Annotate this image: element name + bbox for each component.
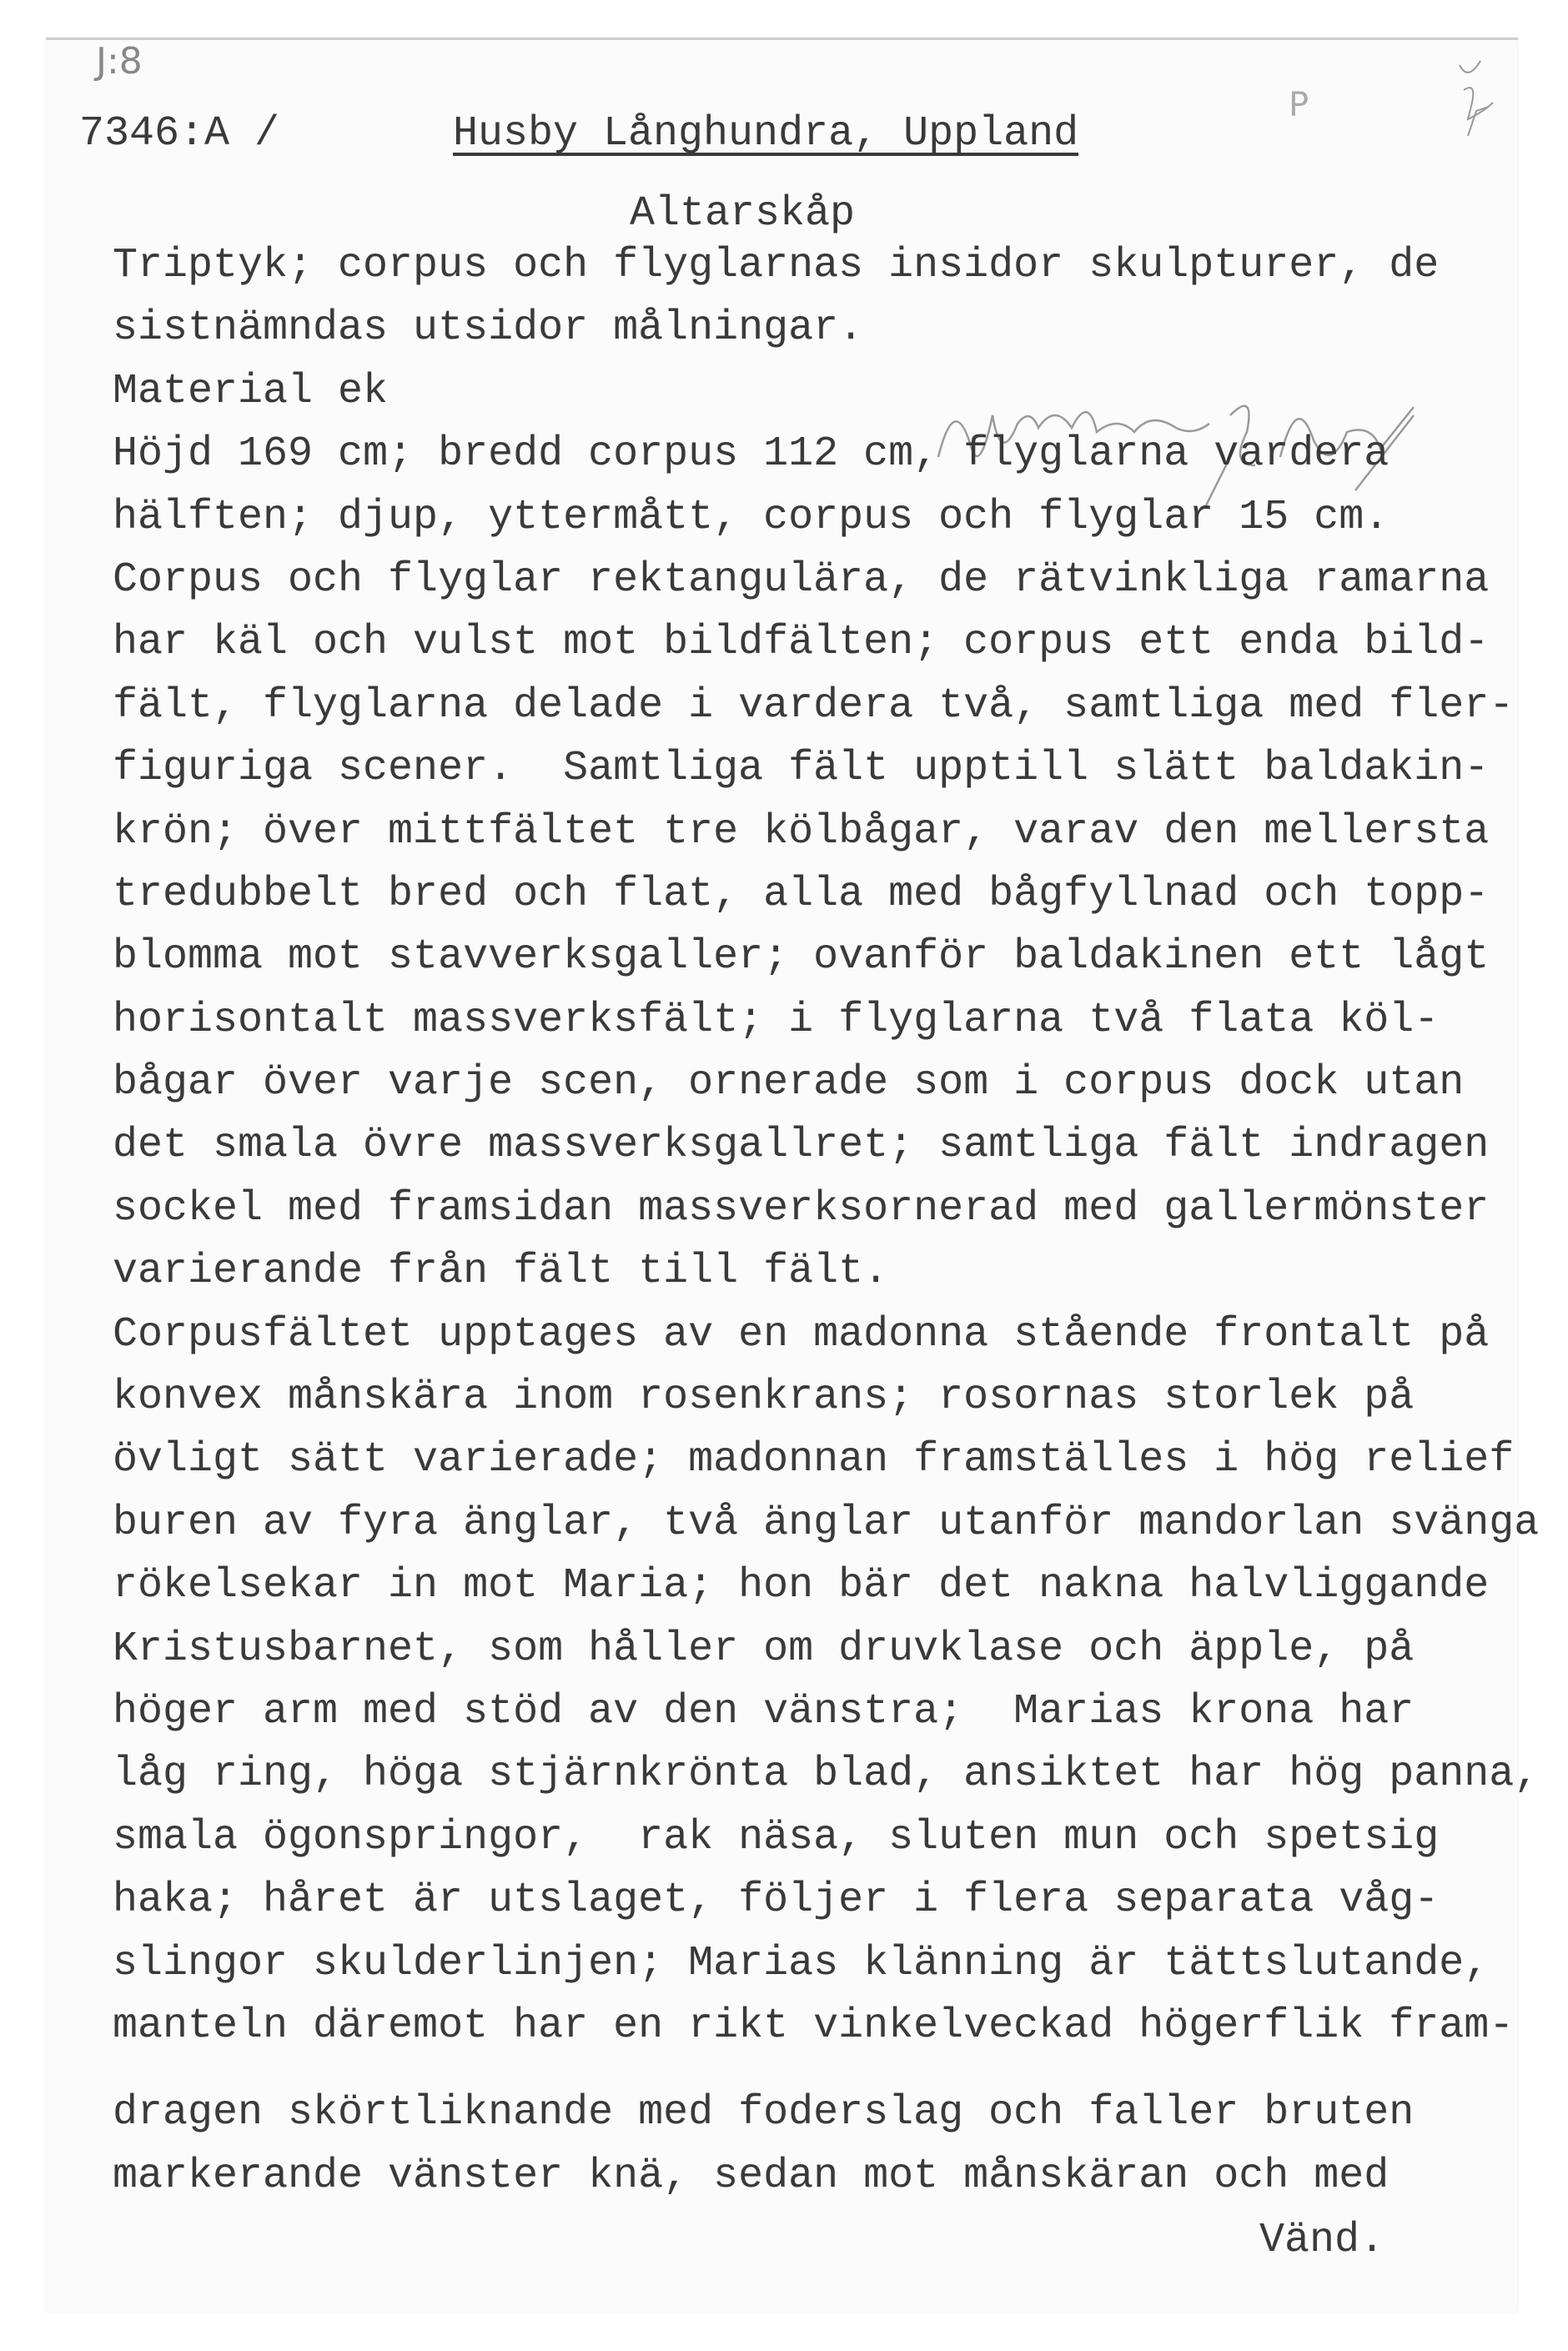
text-line: tredubbelt bred och flat, alla med bågfyllnad och topp-: [113, 870, 1490, 918]
text-line: fält, flyglarna delade i vardera två, samtliga med fler-: [113, 681, 1515, 730]
text-line: Höjd 169 cm; bredd corpus 112 cm, flyglarna vardera: [113, 430, 1390, 479]
object-heading: Altarskåp: [630, 190, 856, 238]
text-line: det smala övre massverksgallret; samtliga fält indragen: [113, 1122, 1490, 1170]
text-line: varierande från fält till fält.: [113, 1248, 889, 1296]
text-line: slingor skulderlinjen; Marias klänning är tättslutande,: [113, 1939, 1490, 1987]
text-line: horisontalt massverksfält; i flyglarna två flata köl-: [113, 996, 1440, 1044]
text-line: dragen skörtliknande med foderslag och faller bruten: [113, 2089, 1415, 2138]
text-line: krön; över mittfältet tre kölbågar, varav den mellersta: [113, 807, 1490, 856]
text-line: rökelsekar in mot Maria; hon bär det nakna halvliggande: [113, 1562, 1490, 1610]
text-line: blomma mot stavverksgaller; ovanför baldakinen ett lågt: [113, 933, 1490, 982]
location-title: Husby Långhundra, Uppland: [453, 110, 1079, 158]
description-text: [113, 234, 1539, 2208]
text-line: Corpusfältet upptages av en madonna stående frontalt på: [113, 1310, 1490, 1359]
text-line: buren av fyra änglar, två änglar utanför mandorlan svänga: [113, 1499, 1540, 1547]
text-line: hälften; djup, yttermått, corpus och flyglar 15 cm.: [113, 493, 1390, 541]
text-line: övligt sätt varierade; madonnan framställes i hög relief: [113, 1436, 1515, 1484]
pencil-annotation: J:8: [96, 40, 143, 83]
text-line: figuriga scener. Samtliga fält upptill slätt baldakin-: [113, 745, 1490, 793]
text-line: bågar över varje scen, ornerade som i corpus dock utan: [113, 1059, 1465, 1108]
text-line: höger arm med stöd av den vänstra; Marias krona har: [113, 1687, 1415, 1736]
text-line: manteln däremot har en rikt vinkelveckad högerflik fram-: [113, 2002, 1515, 2050]
text-line: smala ögonspringor, rak näsa, sluten mun och spetsig: [113, 1813, 1440, 1861]
text-line: sockel med framsidan massverksornerad med gallermönster: [113, 1184, 1490, 1233]
text-line: Kristusbarnet, som håller om druvklase och äpple, på: [113, 1625, 1415, 1673]
catalog-number: 7346:A /: [79, 110, 280, 158]
pencil-annotation-p: P: [1289, 86, 1309, 124]
text-line: Corpus och flyglar rektangulära, de rätvinkliga ramarna: [113, 555, 1490, 604]
text-line: Material ek: [113, 367, 389, 415]
archive-card: [46, 38, 1540, 2313]
pencil-initials-icon: [1447, 57, 1505, 148]
turn-page-note: Vänd.: [1259, 2217, 1385, 2264]
text-line: markerande vänster knä, sedan mot månskäran och med: [113, 2152, 1390, 2200]
text-line: Triptyk; corpus och flyglarnas insidor skulpturer, de: [113, 242, 1440, 289]
text-line: låg ring, höga stjärnkrönta blad, ansiktet har hög panna,: [113, 1751, 1540, 1799]
text-line: sistnämndas utsidor målningar.: [113, 304, 864, 353]
text-line: har käl och vulst mot bildfälten; corpus ett enda bild-: [113, 619, 1490, 667]
text-line: haka; håret är utslaget, följer i flera separata våg-: [113, 1876, 1440, 1925]
text-line: konvex månskära inom rosenkrans; rosornas storlek på: [113, 1374, 1415, 1422]
